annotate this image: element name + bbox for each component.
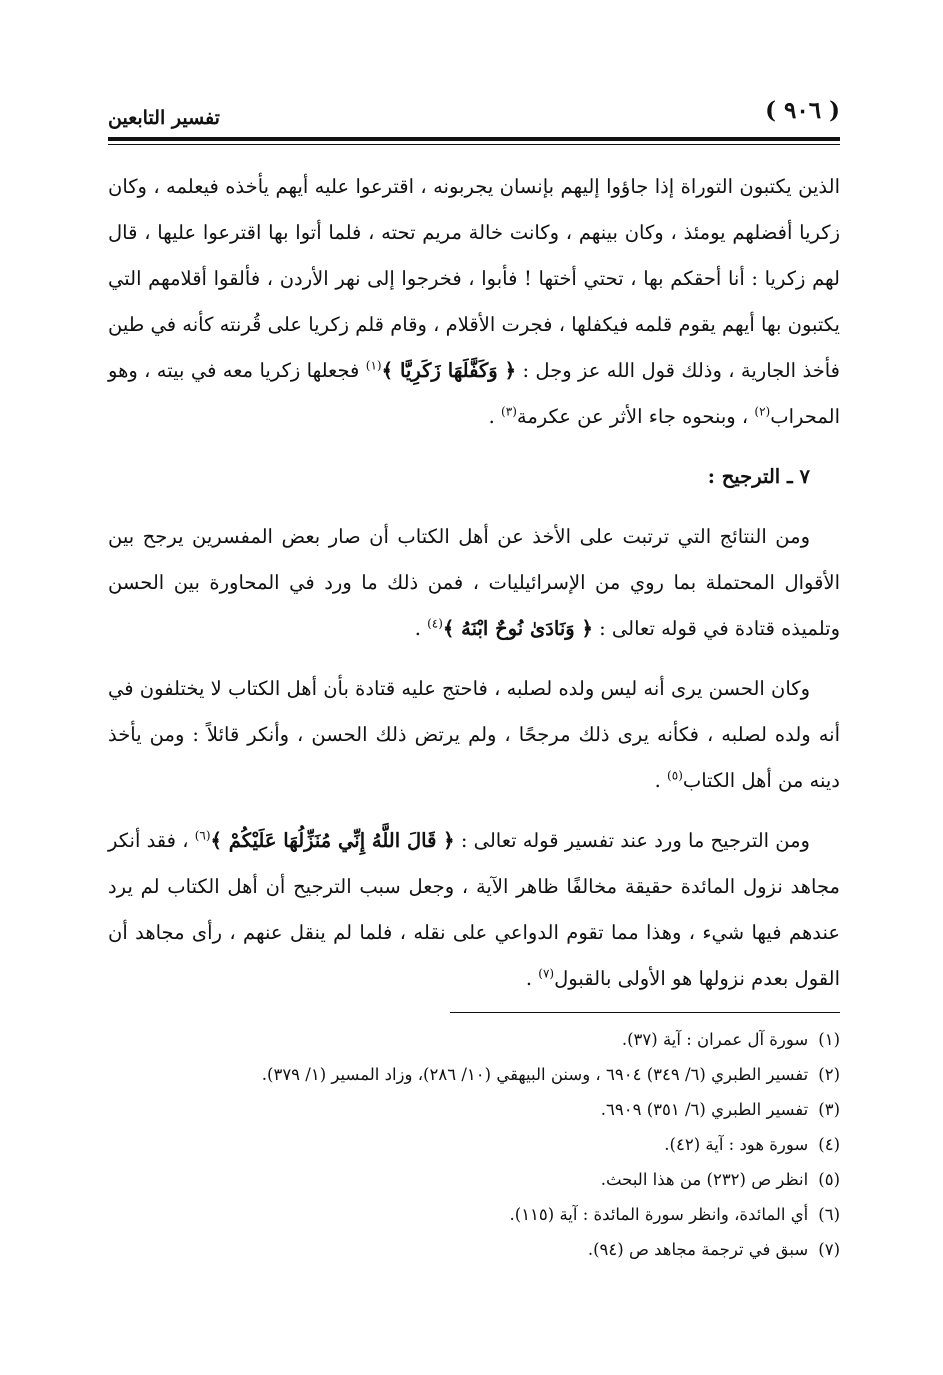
paragraph-3-text-a: وكان الحسن يرى أنه ليس ولده لصلبه ، فاحتج عليه قتادة بأن أهل الكتاب لا يختلفون في أنه ولده لصلبه ، فكأنه يرى ذلك مرجحًا ، ولم يرتض ذلك الحسن ، وأنكر قائلاً : ومن يأخذ دينه من أهل الكتاب (108, 677, 840, 792)
footnote-number: (٦) (818, 1205, 840, 1224)
paragraph-4-text-b: ، فقد أنكر مجاهد نزول المائدة حقيقة مخالفًا ظاهر الآية ، وجعل سبب الترجيح أن أهل الكتاب لم يرد عندهم فيها شيء ، وهذا مما تقوم الدواعي على نقله ، فلما لم ينقل عنهم ، رأى مجاهد أن القول بعدم نزولها هو الأولى بالقبول (108, 829, 840, 990)
paragraph-1 (108, 164, 840, 440)
footnote-item (108, 1127, 840, 1162)
footnote-ref-6: (٦) (194, 828, 211, 843)
paragraph-2 (108, 514, 840, 652)
footnote-number: (٢) (818, 1065, 840, 1084)
footnote-item (108, 1197, 840, 1232)
footnote-ref-4: (٤) (427, 616, 443, 631)
footnote-text: سورة هود : آية (٤٢). (664, 1135, 809, 1154)
footnote-number: (٤) (818, 1135, 840, 1154)
page-header (108, 95, 840, 137)
footnote-ref-7: (٧) (538, 966, 555, 981)
footnote-number: (٥) (818, 1170, 840, 1189)
footnote-separator (450, 1012, 840, 1013)
footnote-text: سبق في ترجمة مجاهد ص (٩٤). (587, 1240, 809, 1259)
footnote-text: تفسير الطبري (٦/ ٣٤٩) ٦٩٠٤ ، وسنن البيهقي (١٠/ ٢٨٦)، وزاد المسير (١/ ٣٧٩). (261, 1065, 809, 1084)
paragraph-2-text-a: ومن النتائج التي ترتبت على الأخذ عن أهل الكتاب أن صار بعض المفسرين يرجح بين الأقوال المحتملة بما روي من الإسرائيليات ، فمن ذلك ما ورد في المحاورة بين الحسن وتلميذه قتادة في قوله تعالى : (108, 525, 840, 640)
paragraph-4 (108, 818, 840, 1002)
page-number: ( ٩٠٦ ) (765, 97, 840, 124)
footnote-item (108, 1162, 840, 1197)
footnote-ref-5: (٥) (667, 768, 683, 783)
header-rule-thick (108, 137, 840, 141)
paragraph-4-text-c: . (525, 967, 533, 990)
paragraph-4-text-a: ومن الترجيح ما ورد عند تفسير قوله تعالى : (460, 829, 810, 852)
paragraph-3-text-b: . (654, 769, 661, 792)
footnote-item (108, 1092, 840, 1127)
footnote-item (108, 1232, 840, 1267)
quran-verse-2: ﴿ وَنَادَىٰ نُوحٌ ابْنَهُ ﴾ (442, 617, 593, 640)
footnote-number: (٣) (818, 1100, 840, 1119)
footnote-text: انظر ص (٢٣٢) من هذا البحث. (600, 1170, 809, 1189)
footnote-ref-2: (٢) (754, 404, 771, 419)
footnote-ref-3: (٣) (501, 404, 517, 419)
quran-verse-3: ﴿ قَالَ اللَّهُ إِنِّي مُنَزِّلُهَا عَلَيْكُمْ ﴾ (210, 829, 455, 852)
paragraph-1-text-a: الذين يكتبون التوراة إذا جاؤوا إليهم بإنسان يجربونه ، اقترعوا عليه أيهم يأخذه فيعلمه ، وكان زكريا أفضلهم يومئذ ، وكان بينهم ، وكانت خالة مريم تحته ، فلما أتوا بها اقترعوا عليها ، قال لهم زكريا : أنا أحقكم بها ، تحتي أختها ! فأبوا ، فخرجوا إلى نهر الأردن ، فألقوا أقلامهم التي يكتبون بها أيهم يقوم قلمه فيكفلها ، فجرت الأقلام ، وقام قلم زكريا على قُرنته كأنه في طين فأخذ الجارية ، وذلك قول الله عز وجل : (108, 175, 841, 382)
footnote-ref-1: (١) (365, 358, 382, 373)
book-title: تفسير التابعين (108, 107, 220, 129)
section-heading: ٧ ـ الترجيح : (707, 465, 810, 488)
main-text (108, 164, 840, 1016)
footnote-text: تفسير الطبري (٦/ ٣٥١) ٦٩٠٩. (600, 1100, 809, 1119)
footnote-number: (٧) (818, 1240, 840, 1259)
paragraph-2-text-b: . (414, 617, 421, 640)
footnote-text: سورة آل عمران : آية (٣٧). (621, 1030, 809, 1049)
paragraph-3 (108, 666, 840, 804)
footnote-text: أي المائدة، وانظر سورة المائدة : آية (١١٥). (509, 1205, 809, 1224)
footnote-item (108, 1022, 840, 1057)
quran-verse-1: ﴿ وَكَفَّلَهَا زَكَرِيَّا ﴾ (381, 359, 517, 382)
paragraph-1-text-b: فجعلها زكريا معه في بيته ، وهو المحراب (108, 359, 840, 428)
paragraph-1-text-d: . (488, 405, 495, 428)
footnote-number: (١) (818, 1030, 840, 1049)
footnotes (108, 1022, 840, 1267)
header-rule-thin (108, 144, 840, 145)
footnote-item (108, 1057, 840, 1092)
paragraph-1-text-c: ، وبنحوه جاء الأثر عن عكرمة (516, 405, 749, 428)
